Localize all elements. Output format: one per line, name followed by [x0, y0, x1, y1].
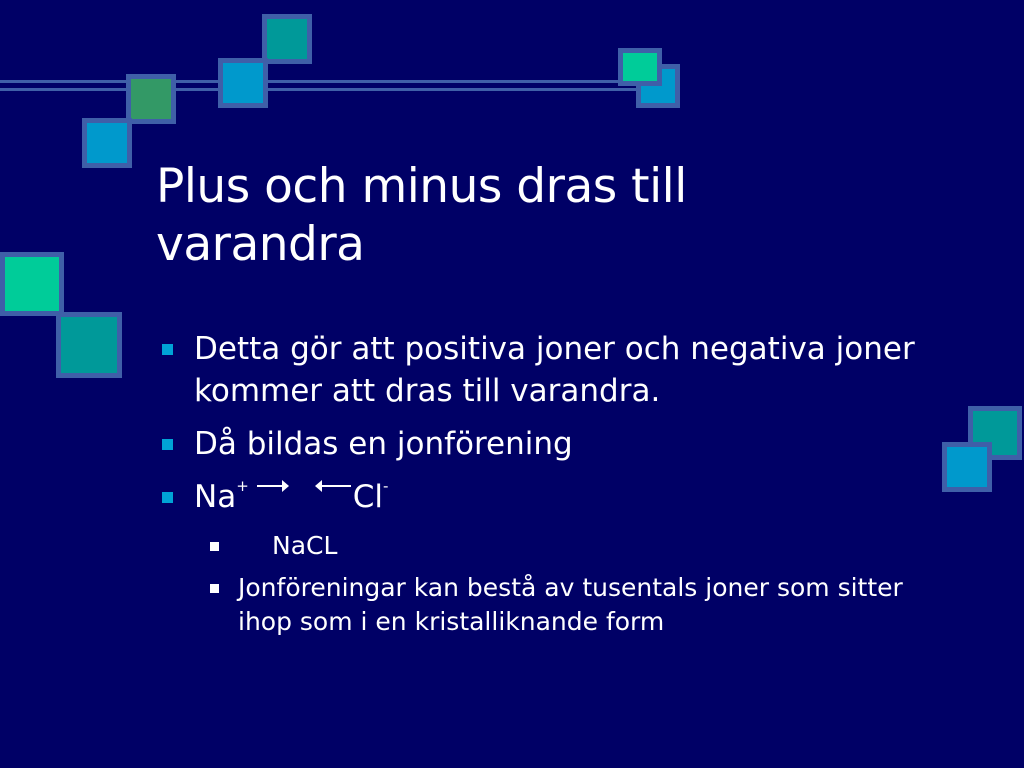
- bullet-text: Detta gör att positiva joner och negativa joner kommer att dras till varandra.: [194, 331, 915, 409]
- ion-sodium-charge: +: [236, 477, 249, 495]
- decor-square: [82, 118, 132, 168]
- bullet-item: [156, 328, 936, 412]
- sub-bullet-item: [156, 571, 936, 639]
- bullet-list: [156, 328, 936, 647]
- sub-bullet-text: NaCL: [272, 531, 338, 560]
- ion-chloride-charge: -: [383, 477, 389, 495]
- decor-square: [0, 252, 64, 316]
- decor-line: [0, 80, 680, 83]
- decor-square: [126, 74, 176, 124]
- square-bullet-icon: [162, 492, 173, 503]
- ion-chloride: Cl: [352, 479, 384, 515]
- square-bullet-icon: [162, 344, 173, 355]
- sub-bullet-item: [156, 529, 936, 563]
- sub-bullet-text: Jonföreningar kan bestå av tusentals joner som sitter ihop som i en kristalliknande form: [238, 573, 903, 636]
- right-arrow-icon: [257, 479, 287, 493]
- square-bullet-icon: [162, 439, 173, 450]
- bullet-text: Då bildas en jonförening: [194, 426, 573, 462]
- square-bullet-icon: [210, 542, 219, 551]
- slide-title: Plus och minus dras till varandra: [156, 159, 687, 272]
- decor-square: [218, 58, 268, 108]
- ion-sodium: Na: [194, 479, 237, 515]
- left-arrow-icon: [317, 479, 351, 493]
- bullet-item-ions: [156, 476, 936, 518]
- bullet-item: [156, 423, 936, 465]
- decor-square: [56, 312, 122, 378]
- decor-square: [618, 48, 662, 86]
- decor-line: [0, 88, 680, 91]
- decor-square: [262, 14, 312, 64]
- square-bullet-icon: [210, 584, 219, 593]
- decor-square: [942, 442, 992, 492]
